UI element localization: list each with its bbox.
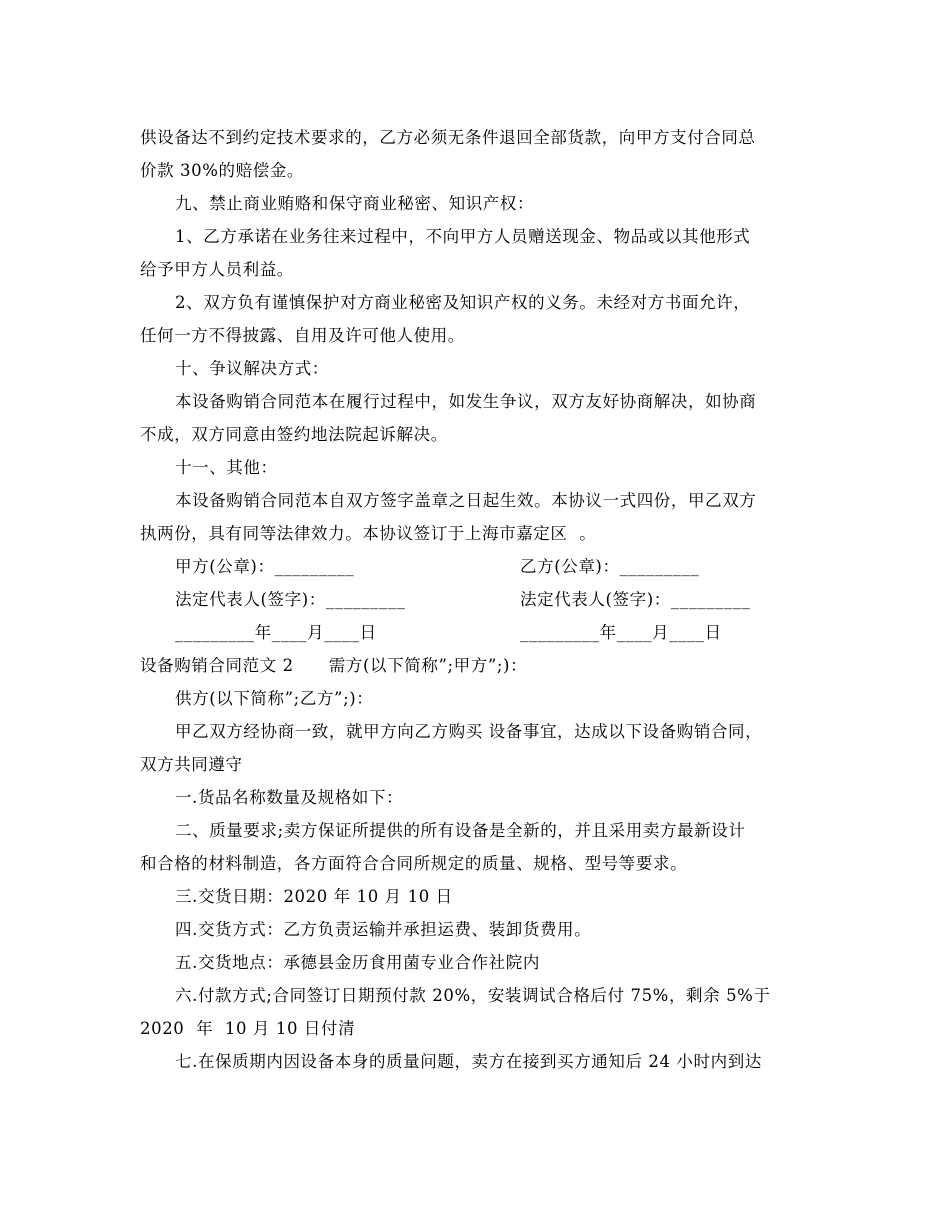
text-line: 价款 30%的赔偿金。 [140, 161, 305, 180]
text-line: 本设备购销合同范本在履行过程中，如发生争议，双方友好协商解决，如协商 [175, 392, 757, 411]
text-line: 三.交货日期：2020 年 10 月 10 日 [175, 887, 453, 906]
party-a-representative: 法定代表人(签字)：_________ [175, 590, 406, 609]
text-line: 执两份，具有同等法律效力。本协议签订于上海市嘉定区 。 [140, 524, 597, 543]
text-line: 2、双方负有谨慎保护对方商业秘密及知识产权的义务。未经对方书面允许， [175, 293, 751, 312]
section-heading: 十一、其他： [175, 458, 278, 477]
text-line: 和合格的材料制造，各方面符合合同所规定的质量、规格、型号等要求。 [140, 854, 688, 873]
party-b-representative: 法定代表人(签字)：_________ [520, 590, 751, 609]
text-line: 本设备购销合同范本自双方签字盖章之日起生效。本协议一式四份，甲乙双方 [175, 491, 757, 510]
text-line: 双方共同遵守 [140, 755, 243, 774]
text-line: 七.在保质期内因设备本身的质量问题，卖方在接到买方通知后 24 小时内到达 [175, 1052, 762, 1071]
party-b-date: _________年____月____日 [520, 623, 722, 642]
text-line: 2020 年 10 月 10 日付清 [140, 1019, 356, 1038]
section-heading: 十、争议解决方式： [175, 359, 329, 378]
text-line: 六.付款方式;合同签订日期预付款 20%，安装调试合格后付 75%，剩余 5%于 [175, 986, 771, 1005]
party-b-seal: 乙方(公章)：_________ [520, 557, 700, 576]
text-line: 供设备达不到约定技术要求的，乙方必须无条件退回全部货款，向甲方支付合同总 [140, 128, 756, 147]
text-line: 给予甲方人员利益。 [140, 260, 294, 279]
section-heading: 九、禁止商业贿赂和保守商业秘密、知识产权： [175, 194, 535, 213]
text-line: 设备购销合同范文 2 需方(以下简称”;甲方”;)： [140, 656, 528, 675]
text-line: 供方(以下简称”;乙方”;)： [175, 689, 374, 708]
text-line: 任何一方不得披露、自用及许可他人使用。 [140, 326, 465, 345]
party-a-date: _________年____月____日 [175, 623, 377, 642]
text-line: 五.交货地点：承德县金历食用菌专业合作社院内 [175, 953, 540, 972]
party-a-seal: 甲方(公章)：_________ [175, 557, 355, 576]
section-heading: 一.货品名称数量及规格如下： [175, 788, 404, 807]
text-line: 四.交货方式：乙方负责运输并承担运费、装卸货费用。 [175, 920, 592, 939]
text-line: 1、乙方承诺在业务往来过程中，不向甲方人员赠送现金、物品或以其他形式 [175, 227, 751, 246]
text-line: 二、质量要求;卖方保证所提供的所有设备是全新的，并且采用卖方最新设计 [175, 821, 746, 840]
text-line: 甲乙双方经协商一致，就甲方向乙方购买 设备事宜，达成以下设备购销合同， [175, 722, 763, 741]
text-line: 不成，双方同意由签约地法院起诉解决。 [140, 425, 448, 444]
